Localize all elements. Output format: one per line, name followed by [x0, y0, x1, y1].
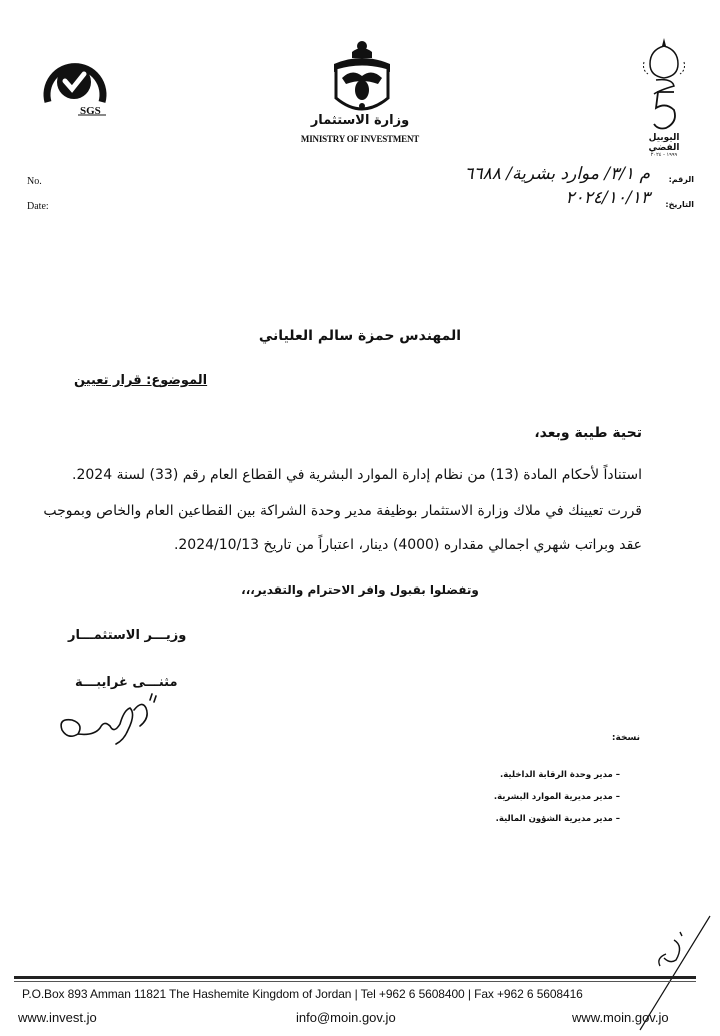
- footer-divider: [14, 976, 696, 979]
- greeting: تحية طيبة وبعد،: [534, 425, 642, 441]
- signatory-name: مثنـــى غرايبـــة: [75, 675, 178, 690]
- signatory-title: وزيـــر الاستثمـــار: [68, 628, 187, 643]
- date-arabic-label: التاريخ:: [665, 200, 694, 209]
- footer-email[interactable]: info@moin.gov.jo: [296, 1010, 396, 1025]
- handwritten-signature-icon: [54, 690, 164, 750]
- date-label: Date:: [27, 201, 49, 212]
- footer-website-invest[interactable]: www.invest.jo: [18, 1010, 97, 1025]
- copy-recipient-item: – مدير مديرية الشؤون المالية.: [495, 814, 620, 824]
- body-paragraph-line: عقد وبراتب شهري اجمالي مقداره (4000) دينار، اعتباراً من تاريخ 2024/10/13.: [173, 537, 642, 553]
- copies-label: نسخة:: [611, 733, 640, 743]
- recipient-name: المهندس حمزة سالم العلياني: [258, 328, 462, 344]
- number-label: No.: [27, 176, 42, 187]
- footer-website-moin[interactable]: www.moin.gov.jo: [572, 1010, 669, 1025]
- date-arabic-value: ٢٠٢٤/١٠/١٣: [565, 188, 650, 208]
- reference-number-label: الرقم:: [668, 175, 694, 184]
- closing-line: وتفضلوا بقبول وافر الاحترام والتقدير،،،: [241, 583, 479, 597]
- copy-recipient-item: – مدير مديرية الموارد البشرية.: [493, 792, 620, 802]
- sgs-iso-9001-logo: [40, 50, 112, 116]
- footer-address: P.O.Box 893 Amman 11821 The Hashemite Kingdom of Jordan | Tel +962 6 5608400 | Fax +962 6 5608416: [22, 987, 583, 1001]
- body-paragraph-line: قررت تعيينك في ملاك وزارة الاستثمار بوظيفة مدير وحدة الشراكة بين القطاعين العام والخاص وبموجب: [43, 503, 642, 519]
- ministry-name-arabic: وزارة الاستثمار: [310, 113, 410, 128]
- svg-text:SGS: SGS: [80, 105, 101, 116]
- jubilee-caption: اليوبيل الفضي: [648, 133, 680, 153]
- body-paragraph-line: استناداً لأحكام المادة (13) من نظام إدارة الموارد البشرية في القطاع العام رقم (33) لسنة 2024.: [72, 467, 642, 483]
- jubilee-years: ١٩٩٩ - ٢٠٢٤: [650, 152, 678, 158]
- ministry-name-english: MINISTRY OF INVESTMENT: [300, 134, 420, 144]
- jordan-coat-of-arms-icon: [322, 38, 402, 120]
- copy-recipient-item: – مدير وحدة الرقابة الداخلية.: [500, 770, 620, 780]
- footer-divider-thin: [14, 981, 696, 982]
- iso-certification-icon: [40, 50, 112, 116]
- silver-jubilee-emblem-icon: [636, 36, 692, 136]
- reference-number-value: م ٣/١/ موارد بشرية/ ٦٦٨٨: [464, 164, 650, 184]
- subject-line: الموضوع: قرار تعيين: [74, 373, 208, 388]
